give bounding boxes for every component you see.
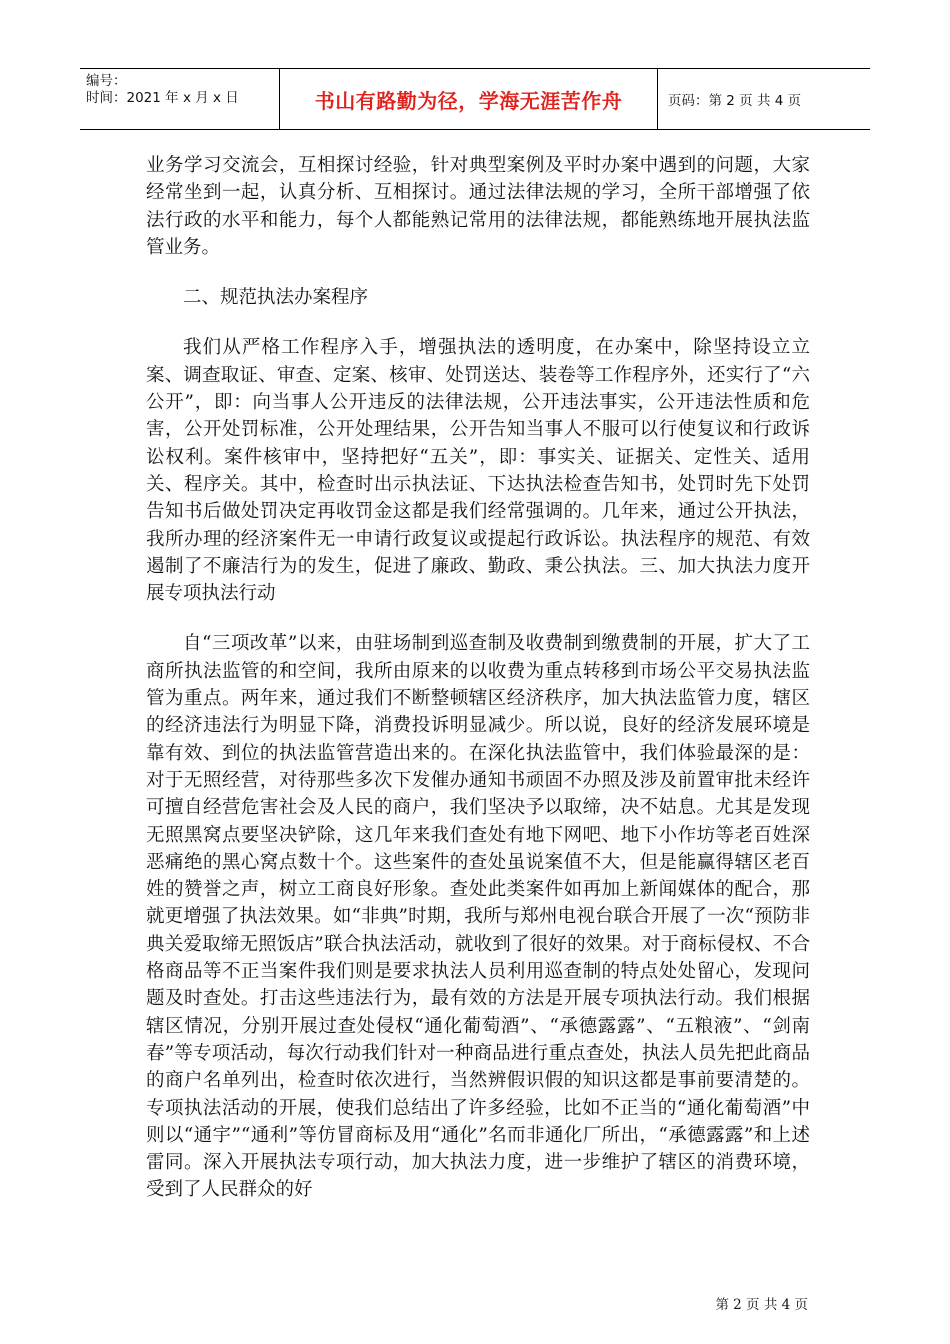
section-heading-2: 二、规范执法办案程序 bbox=[183, 287, 369, 309]
document-body bbox=[146, 152, 810, 1204]
paragraph-2: 我们从严格工作程序入手，增强执法的透明度，在办案中，除坚持设立立案、调查取证、审查、定案、核审、处罚送达、装卷等工作程序外，还实行了“六公开”，即：向当事人公开违反的法律法规，公开违法事实，公开违法性质和危害，公开处罚标准，公开处理结果，公开告知当事人不服可以行使复议和行政诉讼权利。案件核审中，坚持把好“五关”，即：事实关、证据关、定性关、适用关、程序关。其中，检查时出示执法证、下达执法检查告知书，处罚时先下处罚告知书后做处罚决定再收罚金这都是我们经常强调的。几年来，通过公开执法，我所办理的经济案件无一申请行政复议或提起行政诉讼。执法程序的规范、有效遏制了不廉洁行为的发生，促进了廉政、勤政、秉公执法。三、加大执法力度开展专项执法行动 bbox=[146, 337, 810, 605]
page-header bbox=[80, 68, 870, 130]
page-footer: 第 2 页 共 4 页 bbox=[715, 1297, 808, 1313]
paragraph-3: 自“三项改革”以来，由驻场制到巡查制及收费制到缴费制的开展，扩大了工商所执法监管的和空间，我所由原来的以收费为重点转移到市场公平交易执法监管为重点。两年来，通过我们不断整顿辖区经济秩序，加大执法监管力度，辖区的经济违法行为明显下降，消费投诉明显减少。所以说，良好的经济发展环境是靠有效、到位的执法监管营造出来的。在深化执法监管中，我们体验最深的是：对于无照经营，对待那些多次下发催办通知书顽固不办照及涉及前置审批未经许可擅自经营危害社会及人民的商户，我们坚决予以取缔，决不姑息。尤其是发现无照黑窝点要坚决铲除，这几年来我们查处有地下网吧、地下小作坊等老百姓深恶痛绝的黑心窝点数十个。这些案件的查处虽说案值不大，但是能赢得辖区老百姓的赞誉之声，树立工商良好形象。查处此类案件如再加上新闻媒体的配合，那就更增强了执法效果。如“非典”时期，我所与郑州电视台联合开展了一次“预防非典关爱取缔无照饭店”联合执法活动，就收到了很好的效果。对于商标侵权、不合格商品等不正当案件我们则是要求执法人员利用巡查制的特点处处留心，发现问题及时查处。打击这些违法行为，最有效的方法是开展专项执法行动。我们根据辖区情况，分别开展过查处侵权“通化葡萄酒”、“承德露露”、“五粮液”、“剑南春”等专项活动，每次行动我们针对一种商品进行重点查处，执法人员先把此商品的商户名单列出，检查时依次进行，当然辨假识假的知识这都是事前要清楚的。专项执法活动的开展，使我们总结出了许多经验，比如不正当的“通化葡萄酒”中则以“通宇”“通利”等仿冒商标及用“通化”名而非通化厂所出，“承德露露”和上述雷同。深入开展执法专项行动，加大执法力度，进一步维护了辖区的消费环境，受到了人民群众的好 bbox=[146, 633, 810, 1201]
doc-number-label: 编号： bbox=[86, 73, 127, 89]
paragraph-1: 业务学习交流会，互相探讨经验，针对典型案例及平时办案中遇到的问题，大家经常坐到一起，认真分析、互相探讨。通过法律法规的学习，全所干部增强了依法行政的水平和能力，每个人都能熟记常用的法律法规，都能熟练地开展执法监管业务。 bbox=[146, 155, 810, 258]
header-motto: 书山有路勤为径，学海无涯苦作舟 bbox=[280, 69, 658, 129]
time-label: 时间：2021 年 x 月 x 日 bbox=[86, 90, 239, 106]
header-page-info: 页码：第 2 页 共 4 页 bbox=[668, 93, 802, 109]
header-meta bbox=[80, 69, 280, 129]
